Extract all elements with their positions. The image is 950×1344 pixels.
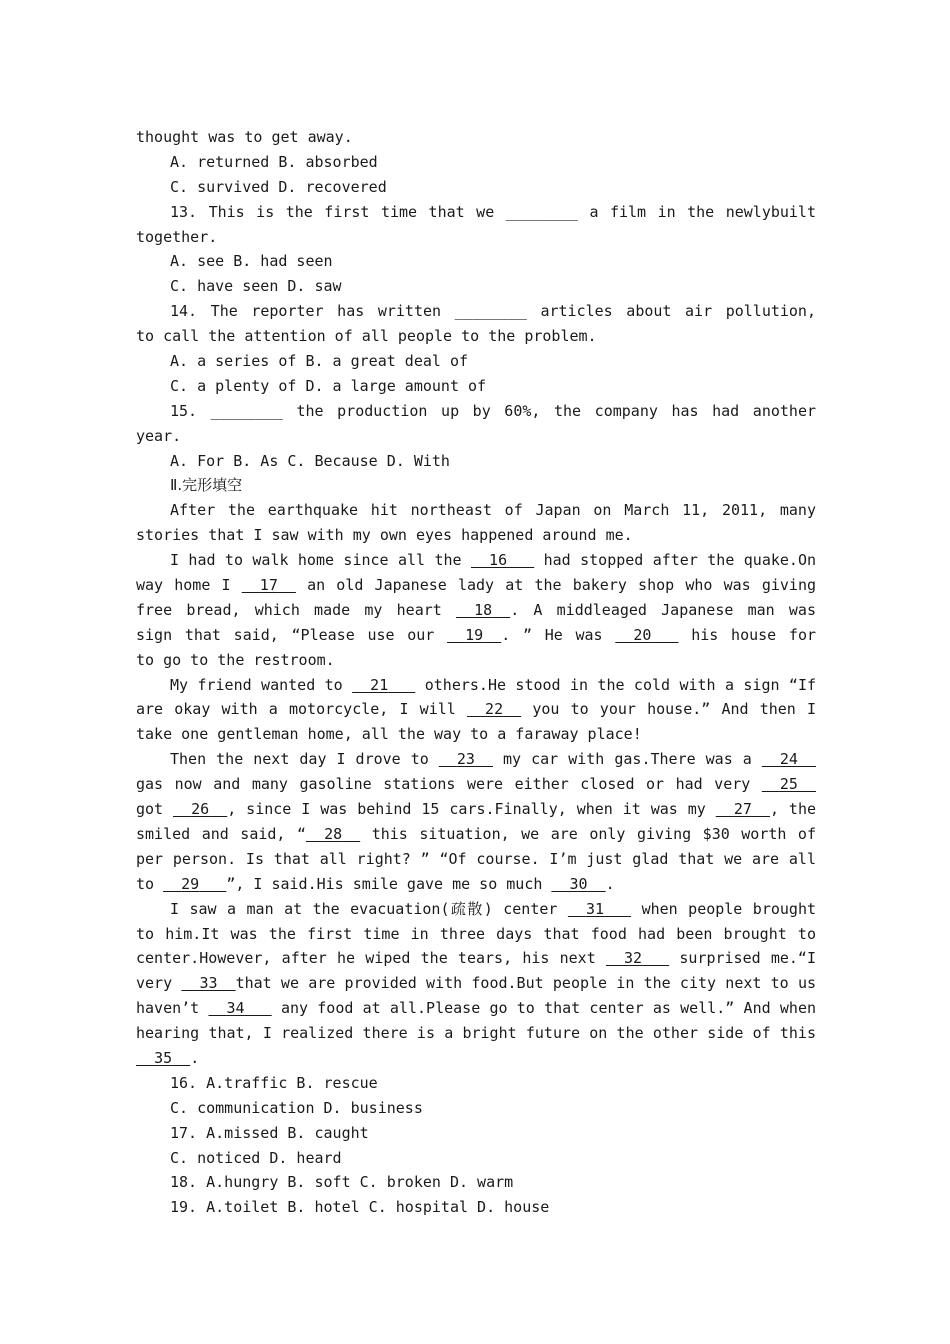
passage-text: haven’t: [136, 999, 200, 1018]
question-text: thought was to get away.: [136, 128, 353, 146]
passage-text: that we are provided with food.But people in the city next to us: [235, 974, 816, 993]
passage-line: stories that I saw with my own eyes happened around me.: [136, 526, 633, 545]
passage-line: [136, 872, 816, 897]
passage-text: I had to walk home since all the: [170, 551, 462, 570]
cloze-blank-23: 23: [456, 750, 475, 769]
passage-text: an old Japanese lady at the bakery shop who was giving: [307, 576, 816, 595]
answer-option-line: C. noticed D. heard: [170, 1148, 342, 1167]
question-text: together.: [136, 227, 218, 246]
passage-text: center.However, after he wiped the tears, his next: [136, 949, 596, 968]
cloze-blank-34: 34: [226, 999, 245, 1018]
passage-line: [136, 1046, 816, 1071]
question-text: year.: [136, 426, 182, 445]
option-line: C. survived D. recovered: [170, 177, 387, 196]
answer-option-line: 17. A.missed B. caught: [170, 1123, 369, 1142]
question-text: 13. This is the first time that we ________ a film in the newlybuilt: [170, 202, 816, 221]
cloze-blank-29: 29: [181, 874, 200, 893]
passage-line: [136, 598, 816, 623]
passage-text: .: [605, 874, 615, 893]
section-heading: Ⅱ.完形填空: [170, 476, 243, 495]
passage-line: per person. Is that all right? ” “Of course. I’m just glad that we are all: [136, 849, 816, 868]
passage-text: when people brought: [641, 899, 816, 918]
option-line: C. a plenty of D. a large amount of: [170, 376, 487, 395]
passage-text: sign that said, “Please use our: [136, 625, 435, 644]
passage-text: way home I: [136, 576, 231, 595]
passage-line: [136, 623, 816, 648]
passage-text: others.He stood in the cold with a sign “If: [424, 675, 816, 694]
passage-line: [136, 673, 816, 698]
passage-text: you to your house.” And then I: [532, 700, 816, 719]
question-text: 14. The reporter has written ________ articles about air pollution,: [170, 302, 816, 321]
cloze-blank-16: 16: [489, 551, 508, 570]
cloze-blank-28: 28: [324, 824, 343, 843]
cloze-blank-19: 19: [465, 625, 484, 644]
option-line: A. a series of B. a great deal of: [170, 352, 469, 371]
passage-text: , since I was behind 15 cars.Finally, when it was my: [227, 800, 706, 819]
option-line: A. returned B. absorbed: [170, 152, 378, 171]
cloze-blank-33: 33: [199, 974, 218, 993]
passage-text: are okay with a motorcycle, I will: [136, 700, 456, 719]
passage-line: [136, 971, 816, 996]
passage-line: [136, 822, 816, 847]
passage-line: to go to the restroom.: [136, 650, 335, 669]
passage-line: [136, 797, 816, 822]
passage-line: [136, 548, 816, 573]
passage-text: I saw a man at the evacuation(疏散) center: [170, 899, 558, 918]
exam-page: [136, 125, 816, 1220]
passage-text: . ” He was: [501, 625, 603, 644]
answer-option-line: C. communication D. business: [170, 1098, 423, 1117]
cloze-blank-18: 18: [474, 600, 493, 619]
passage-text: free bread, which made my heart: [136, 600, 442, 619]
passage-text: , the: [769, 800, 816, 819]
passage-text: .: [190, 1048, 200, 1067]
passage-text: My friend wanted to: [170, 675, 343, 694]
cloze-blank-21: 21: [370, 675, 389, 694]
cloze-blank-27: 27: [733, 800, 752, 819]
cloze-blank-26: 26: [191, 800, 210, 819]
cloze-blank-32: 32: [624, 949, 643, 968]
passage-text: had stopped after the quake.On: [543, 551, 816, 570]
passage-text: his house for: [691, 625, 816, 644]
answer-option-line: 19. A.toilet B. hotel C. hospital D. house: [170, 1198, 550, 1217]
cloze-blank-20: 20: [633, 625, 652, 644]
passage-text: surprised me.“I: [679, 949, 816, 968]
passage-text: got: [136, 800, 164, 819]
question-text: 15. ________ the production up by 60%, the company has had another: [170, 401, 816, 420]
cloze-blank-22: 22: [485, 700, 504, 719]
passage-line: After the earthquake hit northeast of Japan on March 11, 2011, many: [170, 501, 816, 520]
option-line: C. have seen D. saw: [170, 277, 342, 296]
passage-text: very: [136, 974, 173, 993]
option-line: A. see B. had seen: [170, 252, 333, 271]
passage-line: [136, 946, 816, 971]
passage-text: this situation, we are only giving $30 worth of: [371, 824, 816, 843]
passage-text: smiled and said, “: [136, 824, 306, 843]
cloze-blank-25: 25: [779, 775, 798, 794]
passage-text: any food at all.Please go to that center as well.” And when: [280, 999, 816, 1018]
passage-line: [136, 772, 816, 797]
cloze-blank-31: 31: [585, 899, 605, 918]
passage-line: take one gentleman home, all the way to a faraway place!: [136, 725, 642, 744]
passage-text: Then the next day I drove to: [170, 750, 429, 769]
passage-line: [136, 747, 816, 772]
question-text: to call the attention of all people to the problem.: [136, 327, 597, 346]
passage-line: [136, 897, 816, 922]
passage-line: [136, 697, 816, 722]
cloze-blank-24: 24: [779, 750, 798, 769]
passage-line: hearing that, I realized there is a bright future on the other side of this: [136, 1024, 816, 1043]
passage-text: gas now and many gasoline stations were either closed or had very: [136, 775, 751, 794]
answer-option-line: 18. A.hungry B. soft C. broken D. warm: [170, 1173, 514, 1192]
answer-option-line: 16. A.traffic B. rescue: [170, 1073, 378, 1092]
passage-text: my car with gas.There was a: [503, 750, 752, 769]
passage-text: ”, I said.His smile gave me so much: [226, 874, 543, 893]
passage-text: . A middleaged Japanese man was: [510, 600, 816, 619]
cloze-blank-30: 30: [569, 874, 588, 893]
cloze-blank-35: 35: [154, 1048, 173, 1067]
passage-line: to him.It was the first time in three days that food had been brought to: [136, 924, 816, 943]
option-line: A. For B. As C. Because D. With: [170, 451, 450, 470]
passage-line: [136, 996, 816, 1021]
passage-line: [136, 573, 816, 598]
passage-text: to: [136, 874, 155, 893]
cloze-blank-17: 17: [259, 576, 278, 595]
